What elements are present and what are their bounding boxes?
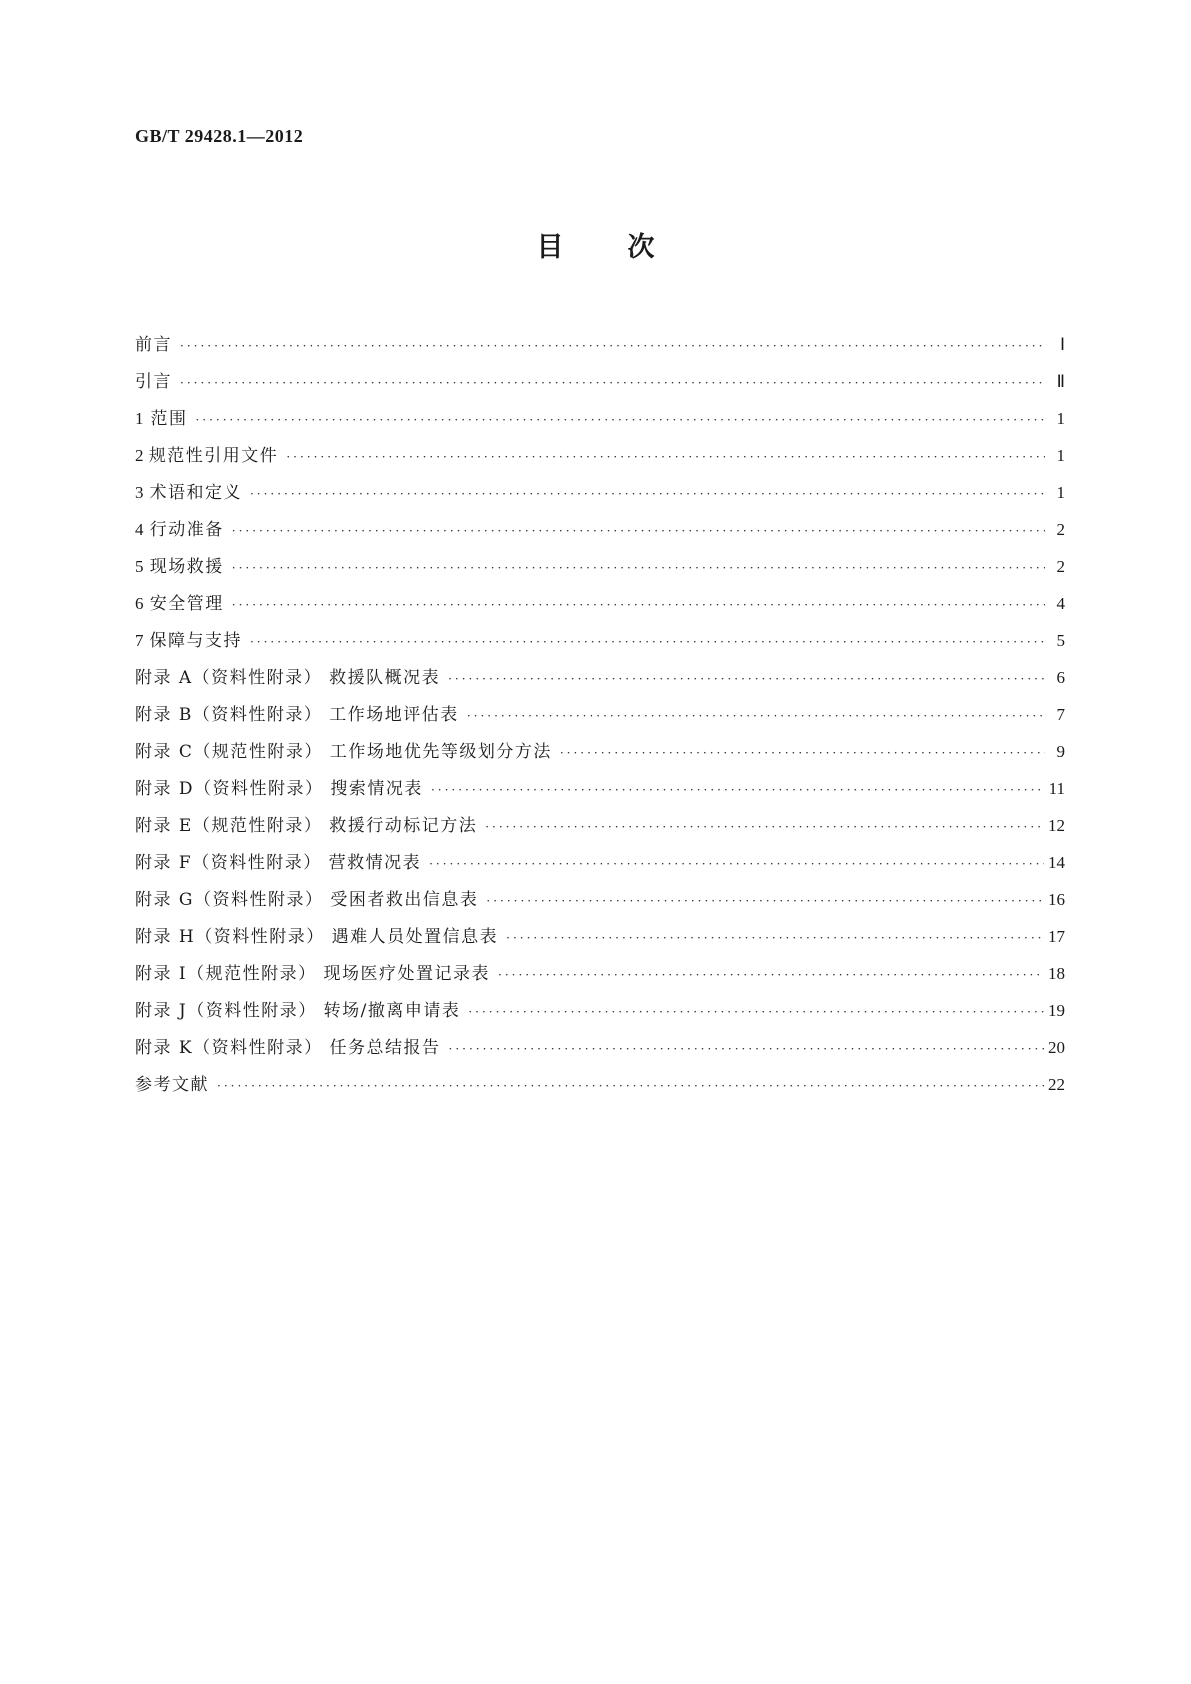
toc-entry-section-6[interactable] (135, 585, 1065, 622)
toc-leader-dots (195, 402, 1045, 439)
toc-entry-section-5[interactable] (135, 548, 1065, 585)
toc-entry-appendix-k[interactable] (135, 1029, 1065, 1066)
toc-leader-dots (431, 772, 1045, 809)
toc-entry-label: 行动准备 (149, 520, 224, 540)
toc-entry-page: 11 (1048, 779, 1065, 798)
toc-entry-label: 附录 A（资料性附录） 救援队概况表 (135, 668, 441, 688)
toc-entry-section-7[interactable] (135, 622, 1065, 659)
toc-leader-dots (232, 513, 1045, 550)
toc-entry-label: 引言 (135, 372, 172, 392)
toc-entry-page: Ⅰ (1059, 335, 1065, 354)
toc-entry-appendix-d[interactable] (135, 770, 1065, 807)
toc-entry-number: 3 (135, 483, 144, 502)
toc-leader-dots (232, 587, 1045, 624)
toc-entry-section-1[interactable] (135, 400, 1065, 437)
toc-entry-section-2[interactable] (135, 437, 1065, 474)
toc-entry-appendix-i[interactable] (135, 955, 1065, 992)
toc-leader-dots (232, 550, 1045, 587)
toc-leader-dots (467, 698, 1045, 735)
toc-entry-page: 16 (1048, 890, 1065, 909)
toc-entry-number: 5 (135, 557, 144, 576)
toc-leader-dots (250, 624, 1045, 661)
toc-leader-dots (485, 809, 1044, 846)
toc-leader-dots (498, 957, 1044, 994)
toc-entry-bibliography[interactable] (135, 1066, 1065, 1103)
toc-entry-label: 附录 G（资料性附录） 受困者救出信息表 (135, 890, 479, 910)
toc-entry-label: 现场救援 (149, 557, 224, 577)
toc-entry-page: 6 (1056, 668, 1065, 687)
toc-leader-dots (468, 994, 1044, 1031)
toc-entry-page: 2 (1056, 557, 1065, 576)
toc-entry-page: 19 (1048, 1001, 1065, 1020)
toc-entry-number: 4 (135, 520, 144, 539)
toc-entry-label: 规范性引用文件 (148, 446, 279, 466)
toc-leader-dots (486, 883, 1044, 920)
toc-entry-number: 1 (135, 409, 144, 428)
toc-entry-label: 范围 (150, 409, 188, 429)
toc-entry-label: 附录 F（资料性附录） 营救情况表 (135, 853, 422, 873)
standard-code: GB/T 29428.1—2012 (135, 126, 304, 146)
toc-leader-dots (180, 328, 1045, 365)
toc-entry-page: 22 (1048, 1075, 1065, 1094)
toc-leader-dots (448, 661, 1045, 698)
toc-leader-dots (286, 439, 1045, 476)
toc-entry-label: 附录 I（规范性附录） 现场医疗处置记录表 (135, 964, 491, 984)
toc-entry-page: 2 (1056, 520, 1065, 539)
toc-entry-page: 14 (1048, 853, 1065, 872)
toc-entry-label: 参考文献 (135, 1075, 209, 1095)
toc-entry-section-4[interactable] (135, 511, 1065, 548)
toc-entry-page: 9 (1056, 742, 1065, 761)
toc-entry-section-3[interactable] (135, 474, 1065, 511)
toc-entry-page: 7 (1056, 705, 1065, 724)
toc-entry-page: 5 (1056, 631, 1065, 650)
toc-entry-number: 6 (135, 594, 144, 613)
toc-entry-page: 1 (1056, 409, 1065, 428)
toc-entry-label: 保障与支持 (149, 631, 242, 651)
toc-entry-appendix-g[interactable] (135, 881, 1065, 918)
toc-entry-label: 安全管理 (149, 594, 224, 614)
toc-leader-dots (506, 920, 1044, 957)
toc-entry-appendix-a[interactable] (135, 659, 1065, 696)
toc-entry-label: 附录 K（资料性附录） 任务总结报告 (135, 1038, 441, 1058)
toc-entry-introduction[interactable] (135, 363, 1065, 400)
toc-entry-page: Ⅱ (1056, 372, 1065, 391)
toc-leader-dots (449, 1031, 1044, 1068)
toc-entry-label: 附录 H（资料性附录） 遇难人员处置信息表 (135, 927, 499, 947)
toc-entry-label: 术语和定义 (149, 483, 242, 503)
toc-entry-number: 7 (135, 631, 144, 650)
toc-entry-preface[interactable] (135, 326, 1065, 363)
toc-entry-label: 附录 E（规范性附录） 救援行动标记方法 (135, 816, 478, 836)
toc-entry-page: 17 (1048, 927, 1065, 946)
toc-entry-appendix-j[interactable] (135, 992, 1065, 1029)
toc-entry-label: 附录 J（资料性附录） 转场/撤离申请表 (135, 1001, 461, 1021)
toc-entry-page: 12 (1048, 816, 1065, 835)
toc-entry-label: 附录 C（规范性附录） 工作场地优先等级划分方法 (135, 742, 552, 762)
toc-entry-page: 20 (1048, 1038, 1065, 1057)
toc-entry-appendix-f[interactable] (135, 844, 1065, 881)
toc-entry-appendix-e[interactable] (135, 807, 1065, 844)
toc-leader-dots (180, 365, 1045, 402)
toc-leader-dots (560, 735, 1045, 772)
toc-entry-label: 附录 D（资料性附录） 搜索情况表 (135, 779, 423, 799)
toc-entry-number: 2 (135, 446, 144, 465)
toc-entry-appendix-c[interactable] (135, 733, 1065, 770)
toc-entry-page: 18 (1048, 964, 1065, 983)
toc-entry-label: 前言 (135, 335, 172, 355)
toc-entry-page: 1 (1056, 483, 1065, 502)
table-of-contents (135, 326, 1065, 1103)
toc-entry-appendix-h[interactable] (135, 918, 1065, 955)
toc-entry-page: 1 (1056, 446, 1065, 465)
toc-entry-appendix-b[interactable] (135, 696, 1065, 733)
toc-leader-dots (429, 846, 1044, 883)
toc-entry-page: 4 (1056, 594, 1065, 613)
toc-entry-label: 附录 B（资料性附录） 工作场地评估表 (135, 705, 459, 725)
page-title: 目次 (536, 232, 719, 263)
toc-leader-dots (217, 1068, 1044, 1105)
toc-leader-dots (250, 476, 1045, 513)
